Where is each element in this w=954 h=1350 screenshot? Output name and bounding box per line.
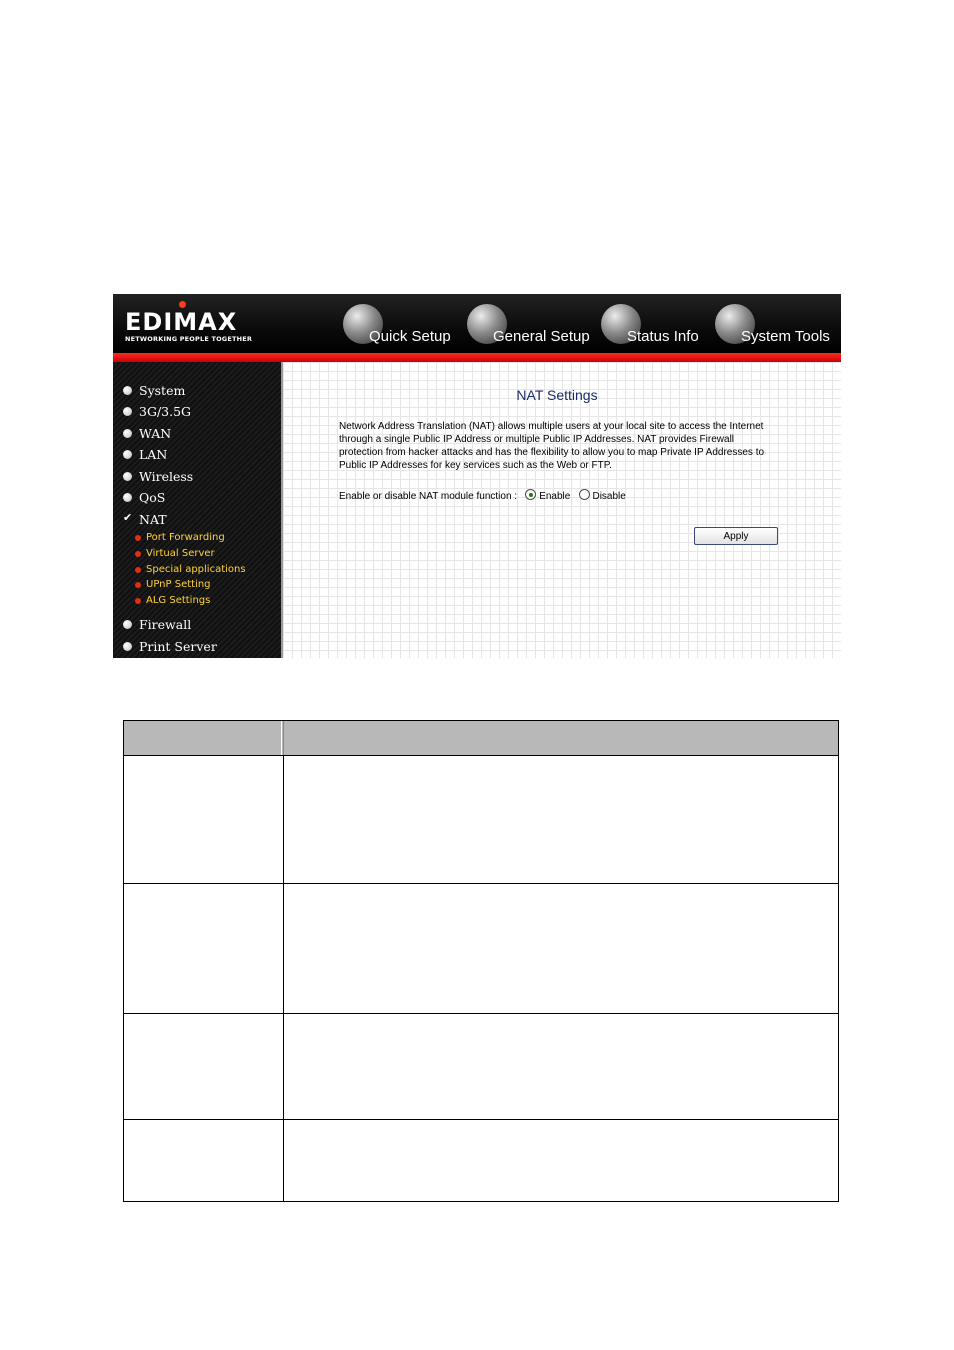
sidebar-item-label: Firewall — [139, 617, 192, 632]
logo-tagline: NETWORKING PEOPLE TOGETHER — [125, 335, 253, 343]
nat-toggle-label: Enable or disable NAT module function : — [339, 491, 518, 502]
sidebar-item-label: WAN — [139, 426, 172, 441]
header-bar — [113, 294, 841, 354]
disable-label: Disable — [592, 491, 626, 502]
bullet-icon — [123, 450, 132, 459]
checkmark-icon: ✔ — [123, 511, 133, 524]
nat-description: Network Address Translation (NAT) allows multiple users at your local site to access the Internet through a single Public IP Address or multiple Public IP Addresses. NAT provides Firewall protection from hacker attacks and has the flexibility to allow you to map Private IP Addresses to Public IP Addresses for key services such as the Web or FTP. — [339, 421, 765, 471]
bullet-icon — [123, 620, 132, 629]
red-bullet-icon — [135, 598, 141, 604]
edimax-logo: EDIMAX — [125, 308, 238, 336]
router-admin-screenshot — [113, 294, 841, 658]
bullet-icon — [123, 493, 132, 502]
red-bullet-icon — [135, 535, 141, 541]
table-row-divider — [124, 1013, 838, 1014]
content-panel — [281, 362, 841, 658]
sidebar-item-label: NAT — [139, 512, 167, 527]
logo-dot-icon — [179, 301, 186, 308]
bullet-icon — [123, 429, 132, 438]
header-red-stripe — [113, 353, 841, 362]
sidebar-item-label: Print Server — [139, 639, 217, 654]
nav-label: System Tools — [741, 328, 830, 345]
nav-label: Status Info — [627, 328, 699, 345]
sidebar-item-label: System — [139, 383, 186, 398]
nav-label: Quick Setup — [369, 328, 451, 345]
red-bullet-icon — [135, 567, 141, 573]
red-bullet-icon — [135, 551, 141, 557]
bullet-icon — [123, 407, 132, 416]
sidebar-item-label: Wireless — [139, 469, 194, 484]
apply-button[interactable]: Apply — [694, 527, 778, 545]
sidebar-menu — [113, 362, 281, 658]
nat-toggle-row — [339, 489, 626, 504]
table-row-divider — [124, 1119, 838, 1120]
enable-radio[interactable] — [525, 489, 536, 500]
description-table — [123, 720, 839, 1202]
table-header-row — [124, 721, 838, 756]
enable-label: Enable — [539, 491, 571, 502]
page-title: NAT Settings — [516, 387, 598, 403]
bullet-icon — [123, 642, 132, 651]
submenu-label: Port Forwarding — [146, 532, 225, 543]
red-bullet-icon — [135, 582, 141, 588]
bullet-icon — [123, 472, 132, 481]
table-column-divider — [283, 755, 284, 1202]
sidebar-item-label: LAN — [139, 447, 168, 462]
bullet-icon — [123, 386, 132, 395]
sidebar-item-label: 3G/3.5G — [139, 404, 192, 419]
submenu-label: Virtual Server — [146, 548, 215, 559]
table-row-divider — [124, 883, 838, 884]
table-header-divider — [281, 721, 284, 755]
submenu-label: ALG Settings — [146, 595, 211, 606]
disable-radio[interactable] — [579, 489, 590, 500]
submenu-label: Special applications — [146, 564, 246, 575]
submenu-label: UPnP Setting — [146, 579, 211, 590]
sidebar-item-label: QoS — [139, 490, 166, 505]
nav-label: General Setup — [493, 328, 590, 345]
